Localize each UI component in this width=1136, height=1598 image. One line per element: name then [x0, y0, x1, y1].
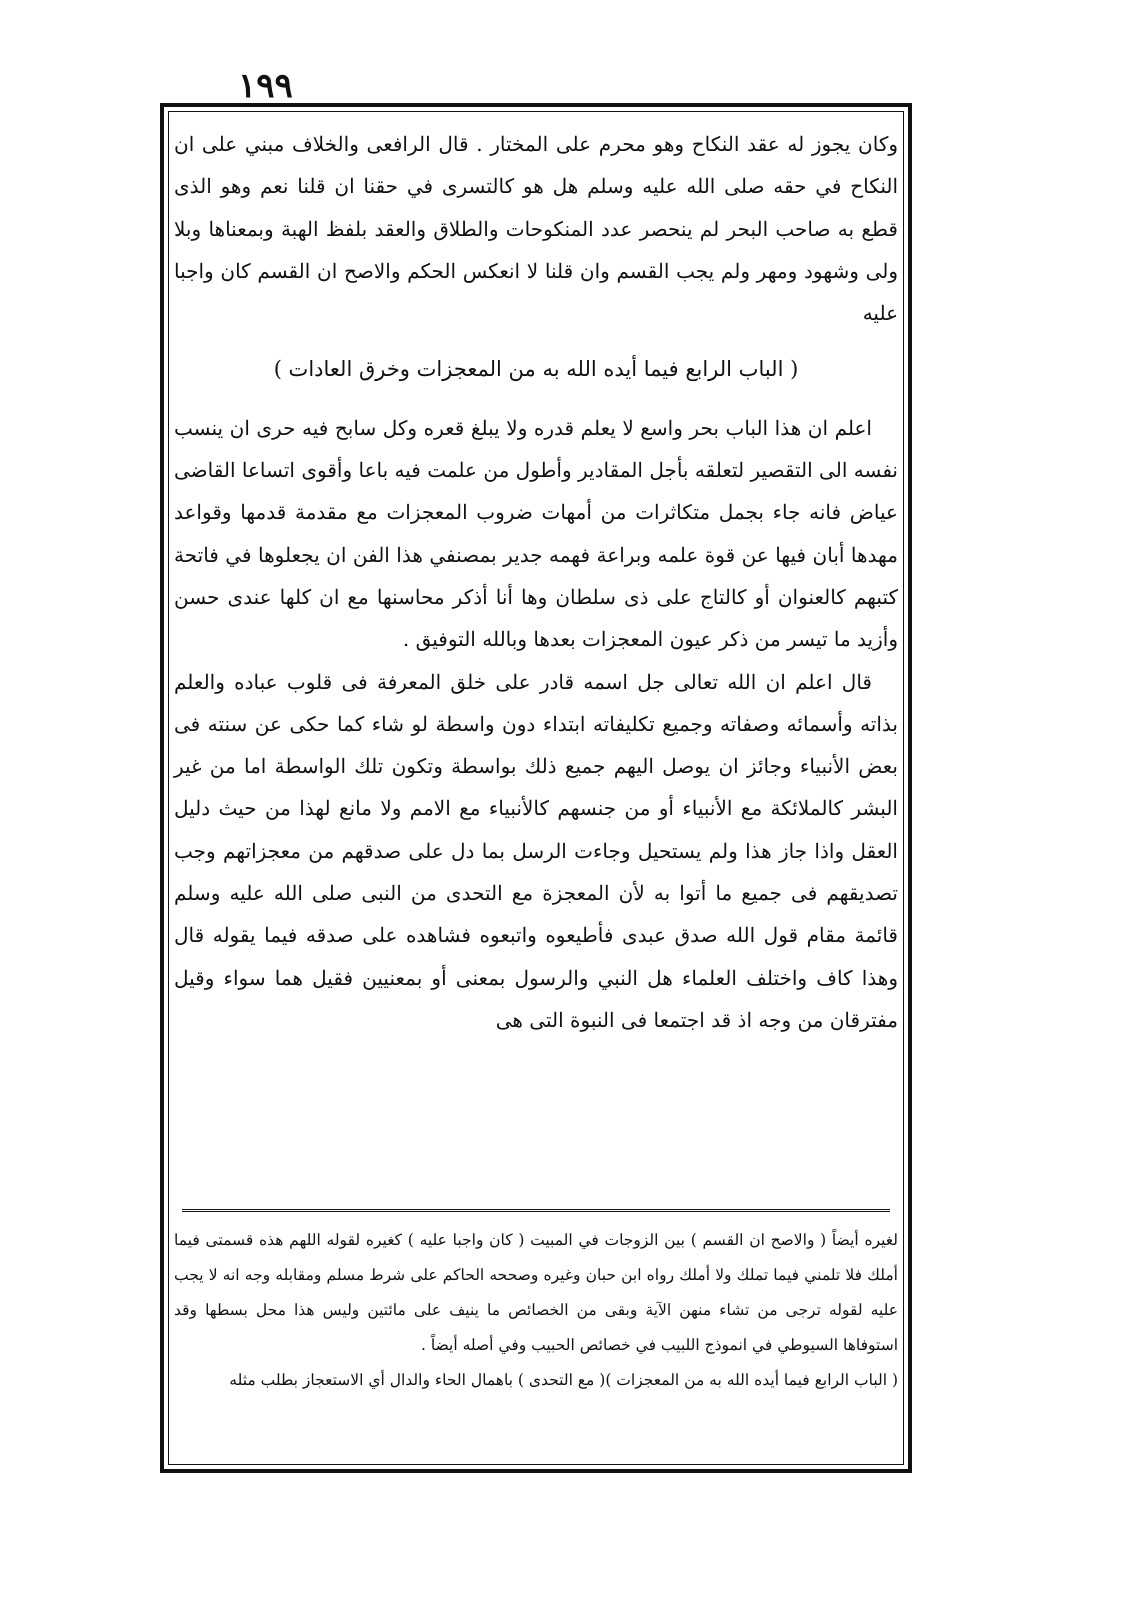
footnotes — [174, 1223, 898, 1398]
page-number: ١٩٩ — [238, 66, 293, 106]
paragraph-chapter-intro: اعلم ان هذا الباب بحر واسع لا يعلم قدره ولا يبلغ قعره وكل سابح فيه حرى ان ينسب نفسه الى التقصير لتعلقه بأجل المقادير وأطول من علمت فيه باعا وأقوى اتساعا القاضى عياض فانه جاء بجمل متكاثرات من أمهات ضروب المعجزات مع مقدمة قدمها وقواعد مهدها أبان فيها عن قوة علمه وبراعة فهمه جدير بمصنفي هذا الفن ان يجعلوها في فاتحة كتبهم كالعنوان أو كالتاج على ذى سلطان وها أنا أذكر محاسنها مع ان كلها عندى حسن وأزيد ما تيسر من ذكر عيون المعجزات بعدها وبالله التوفيق . — [174, 415, 898, 652]
chapter-heading: ( الباب الرابع فيما أيده الله به من المعجزات وخرق العادات ) — [273, 357, 799, 382]
paragraph-knowledge-of-god: قال اعلم ان الله تعالى جل اسمه قادر على خلق المعرفة فى قلوب عباده والعلم بذاته وأسمائه وصفاته وجميع تكليفاته ابتداء دون واسطة لو شاء كما حكى عن سنته فى بعض الأنبياء وجائز ان يوصل اليهم جميع ذلك بواسطة وتكون تلك الواسطة اما من غير البشر كالملائكة مع الأنبياء أو من جنسهم كالأنبياء مع الامم ولا مانع لهذا من حيث دليل العقل واذا جاز هذا ولم يستحيل وجاءت الرسل بما دل على صدقهم من معجزاتهم وجب تصديقهم فى جميع ما أتوا به لأن المعجزة مع التحدى من النبى صلى الله عليه وسلم قائمة مقام قول الله صدق عبدى فأطيعوه واتبعوه فشاهده على صدقه فيما يقوله قال وهذا كاف واختلف العلماء هل النبي والرسول بمعنى أو بمعنيين فقيل هما سواء وقيل مفترقان من وجه اذ قد اجتمعا فى النبوة التى هى — [174, 669, 898, 1032]
paragraph-marriage-ruling: وكان يجوز له عقد النكاح وهو محرم على المختار . قال الرافعى والخلاف مبني على ان النكاح في حقه صلى الله عليه وسلم هل هو كالتسرى في حقنا ان قلنا نعم وهو الذى قطع به صاحب البحر لم ينحصر عدد المنكوحات والطلاق والعقد بلفظ الهبة وبمعناها وبلا ولى وشهود ومهر ولم يجب القسم وان قلنا لا انعكس الحكم والاصح ان القسم كان واجبا عليه — [174, 132, 898, 326]
footnote-chapter-gloss: ( الباب الرابع فيما أيده الله به من المعجزات )( مع التحدى ) باهمال الحاء والدال أي الاستعجاز بطلب مثله — [229, 1371, 898, 1389]
footnote-divider — [182, 1209, 890, 1212]
footnote-commentary: لغيره أيضاً ( والاصح ان القسم ) بين الزوجات في المبيت ( كان واجبا عليه ) كغيره لقوله اللهم هذه قسمتى فيما أملك فلا تلمني فيما تملك ولا أملك رواه ابن حبان وغيره وصححه الحاكم على شرط مسلم ومقابله وجه انه لا يجب عليه لقوله ترجى من تشاء منهن الآية وبقى من الخصائص ما ينيف على مائتين وليس هذا محل بسطها وقد استوفاها السيوطي في انموذج اللبيب في خصائص الحبيب وفي أصله أيضاً . — [174, 1231, 899, 1354]
page-frame — [160, 103, 912, 1473]
main-text — [174, 123, 898, 1041]
